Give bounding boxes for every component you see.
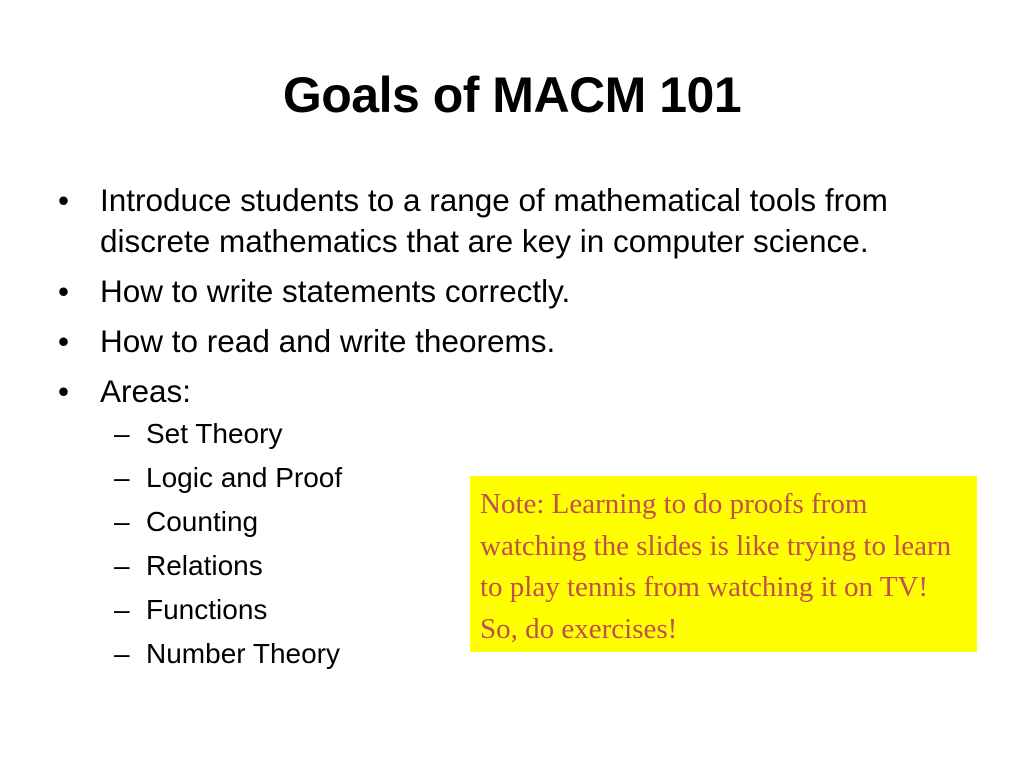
bullet-text: Areas: — [100, 373, 192, 409]
area-item — [100, 416, 958, 451]
bullet-item — [58, 180, 958, 262]
bullet-marker: • — [58, 273, 70, 309]
bullet-marker: • — [58, 323, 70, 359]
area-text: Functions — [146, 594, 268, 625]
bullet-text: How to write statements correctly. — [100, 273, 571, 309]
area-text: Relations — [146, 550, 263, 581]
sub-bullet-marker: – — [114, 506, 130, 537]
area-text: Number Theory — [146, 638, 341, 669]
bullet-item — [58, 271, 958, 312]
bullet-marker: • — [58, 182, 70, 218]
slide-title: Goals of MACM 101 — [282, 67, 742, 123]
sub-bullet-marker: – — [114, 550, 130, 581]
sub-bullet-marker: – — [114, 462, 130, 493]
area-text: Logic and Proof — [146, 462, 343, 493]
bullet-text: How to read and write theorems. — [100, 323, 556, 359]
bullet-text: Introduce students to a range of mathematical tools from discrete mathematics that are key in computer science. — [100, 182, 888, 259]
sub-bullet-marker: – — [114, 418, 130, 449]
bullet-item — [58, 321, 958, 362]
bullet-marker: • — [58, 373, 70, 409]
area-text: Counting — [146, 506, 259, 537]
sub-bullet-marker: – — [114, 594, 130, 625]
note-callout: Note: Learning to do proofs from watching the slides is like trying to learn to play tennis from watching it on TV! So, do exercises! — [470, 476, 977, 652]
sub-bullet-marker: – — [114, 638, 130, 669]
area-text: Set Theory — [146, 418, 283, 449]
